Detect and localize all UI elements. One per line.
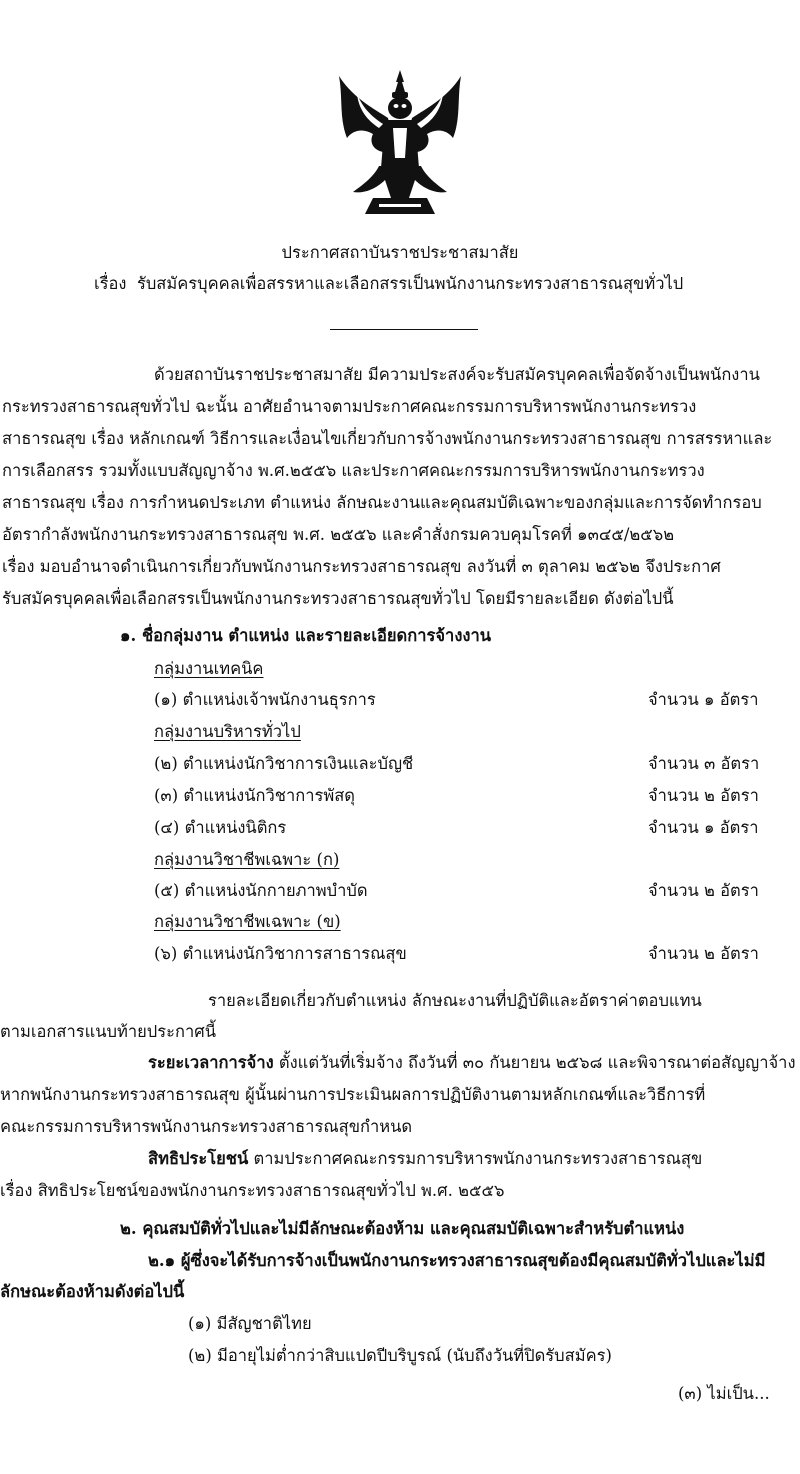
section2-sub: ลักษณะต้องห้ามดังต่อไปนี้ <box>0 1282 185 1301</box>
intro-line: การเลือกสรร รวมทั้งแบบสัญญาจ้าง พ.ศ.๒๕๕๖ และประกาศคณะกรรมการบริหารพนักงานกระทรวง <box>2 461 705 480</box>
details-note: รายละเอียดเกี่ยวกับตำแหน่ง ลักษณะงานที่ปฏิบัติและอัตราค่าตอบแทน <box>208 991 702 1010</box>
section2-heading: ๒. คุณสมบัติทั่วไปและไม่มีลักษณะต้องห้าม และคุณสมบัติเฉพาะสำหรับตำแหน่ง <box>120 1219 685 1238</box>
employment-period <box>148 1052 796 1074</box>
benefit-text: เรื่อง สิทธิประโยชน์ของพนักงานกระทรวงสาธารณสุขทั่วไป พ.ศ. ๒๕๕๖ <box>0 1181 505 1200</box>
position-count: จำนวน ๓ อัตรา <box>648 754 760 773</box>
details-note: ตามเอกสารแนบท้ายประกาศนี้ <box>0 1022 216 1041</box>
group-name: กลุ่มงานเทคนิค <box>154 659 264 678</box>
intro-line: ด้วยสถาบันราชประชาสมาสัย มีความประสงค์จะรับสมัครบุคคลเพื่อจัดจ้างเป็นพนักงาน <box>154 365 760 384</box>
intro-line: สาธารณสุข เรื่อง หลักเกณฑ์ วิธีการและเงื่อนไขเกี่ยวกับการจ้างพนักงานกระทรวงสาธารณสุข การสรรหาและ <box>2 429 773 448</box>
position-count: จำนวน ๑ อัตรา <box>648 690 759 709</box>
position-title: (๔) ตำแหน่งนิติกร <box>154 818 287 837</box>
position-count: จำนวน ๒ อัตรา <box>648 786 759 805</box>
period-label: ระยะเวลาการจ้าง <box>148 1053 274 1072</box>
position-title: (๓) ตำแหน่งนักวิชาการพัสดุ <box>154 786 356 805</box>
qualification-item: (๒) มีอายุไม่ต่ำกว่าสิบแปดปีบริบูรณ์ (นับถึงวันที่ปิดรับสมัคร) <box>188 1346 612 1365</box>
announcement-subject <box>94 273 683 295</box>
intro-line: กระทรวงสาธารณสุขทั่วไป ฉะนั้น อาศัยอำนาจตามประกาศคณะกรรมการบริหารพนักงานกระทรวง <box>2 397 697 416</box>
subject-text: รับสมัครบุคคลเพื่อสรรหาและเลือกสรรเป็นพนักงานกระทรวงสาธารณสุขทั่วไป <box>136 274 684 293</box>
benefits <box>148 1148 702 1170</box>
position-count: จำนวน ๑ อัตรา <box>648 818 759 837</box>
period-text: หากพนักงานกระทรวงสาธารณสุข ผู้นั้นผ่านการประเมินผลการปฏิบัติงานตามหลักเกณฑ์และวิธีการที่ <box>0 1085 706 1104</box>
position-count: จำนวน ๒ อัตรา <box>648 881 759 900</box>
period-text: คณะกรรมการบริหารพนักงานกระทรวงสาธารณสุขกำหนด <box>0 1117 413 1136</box>
group-name: กลุ่มงานวิชาชีพเฉพาะ (ข) <box>154 912 341 931</box>
benefit-label: สิทธิประโยชน์ <box>148 1149 249 1168</box>
subject-prefix: เรื่อง <box>94 274 127 293</box>
qualification-item: (๑) มีสัญชาติไทย <box>188 1314 312 1333</box>
group-name: กลุ่มงานบริหารทั่วไป <box>154 722 301 741</box>
position-title: (๑) ตำแหน่งเจ้าพนักงานธุรการ <box>154 690 376 709</box>
header-divider <box>330 329 478 330</box>
intro-line: รับสมัครบุคคลเพื่อเลือกสรรเป็นพนักงานกระทรวงสาธารณสุขทั่วไป โดยมีรายละเอียด ดังต่อไปนี้ <box>2 589 674 608</box>
intro-line: สาธารณสุข เรื่อง การกำหนดประเภท ตำแหน่ง ลักษณะงานและคุณสมบัติเฉพาะของกลุ่มและการจัดทำกรอบ <box>2 493 762 512</box>
group-name: กลุ่มงานวิชาชีพเฉพาะ (ก) <box>154 850 340 869</box>
position-count: จำนวน ๒ อัตรา <box>648 944 759 963</box>
position-title: (๒) ตำแหน่งนักวิชาการเงินและบัญชี <box>154 754 414 773</box>
intro-line: อัตรากำลังพนักงานกระทรวงสาธารณสุข พ.ศ. ๒๕๕๖ และคำสั่งกรมควบคุมโรคที่ ๑๓๔๕/๒๕๖๒ <box>2 525 675 544</box>
position-title: (๖) ตำแหน่งนักวิชาการสาธารณสุข <box>154 944 407 963</box>
page-continuation: (๓) ไม่เป็น... <box>678 1384 770 1403</box>
section2-sub: ๒.๑ ผู้ซึ่งจะได้รับการจ้างเป็นพนักงานกระทรวงสาธารณสุขต้องมีคุณสมบัติทั่วไปและไม่มี <box>148 1251 766 1270</box>
position-title: (๕) ตำแหน่งนักกายภาพบำบัด <box>154 881 368 900</box>
announcement-title: ประกาศสถาบันราชประชาสมาสัย <box>281 243 519 262</box>
section1-heading: ๑. ชื่อกลุ่มงาน ตำแหน่ง และรายละเอียดการจ้างงาน <box>120 626 491 645</box>
benefit-text: ตามประกาศคณะกรรมการบริหารพนักงานกระทรวงสาธารณสุข <box>253 1149 703 1168</box>
period-text: ตั้งแต่วันที่เริ่มจ้าง ถึงวันที่ ๓๐ กันยายน ๒๕๖๘ และพิจารณาต่อสัญญาจ้าง <box>278 1053 796 1072</box>
garuda-emblem <box>333 68 467 218</box>
intro-line: เรื่อง มอบอำนาจดำเนินการเกี่ยวกับพนักงานกระทรวงสาธารณสุข ลงวันที่ ๓ ตุลาคม ๒๕๖๒ จึงประกาศ <box>2 557 721 576</box>
